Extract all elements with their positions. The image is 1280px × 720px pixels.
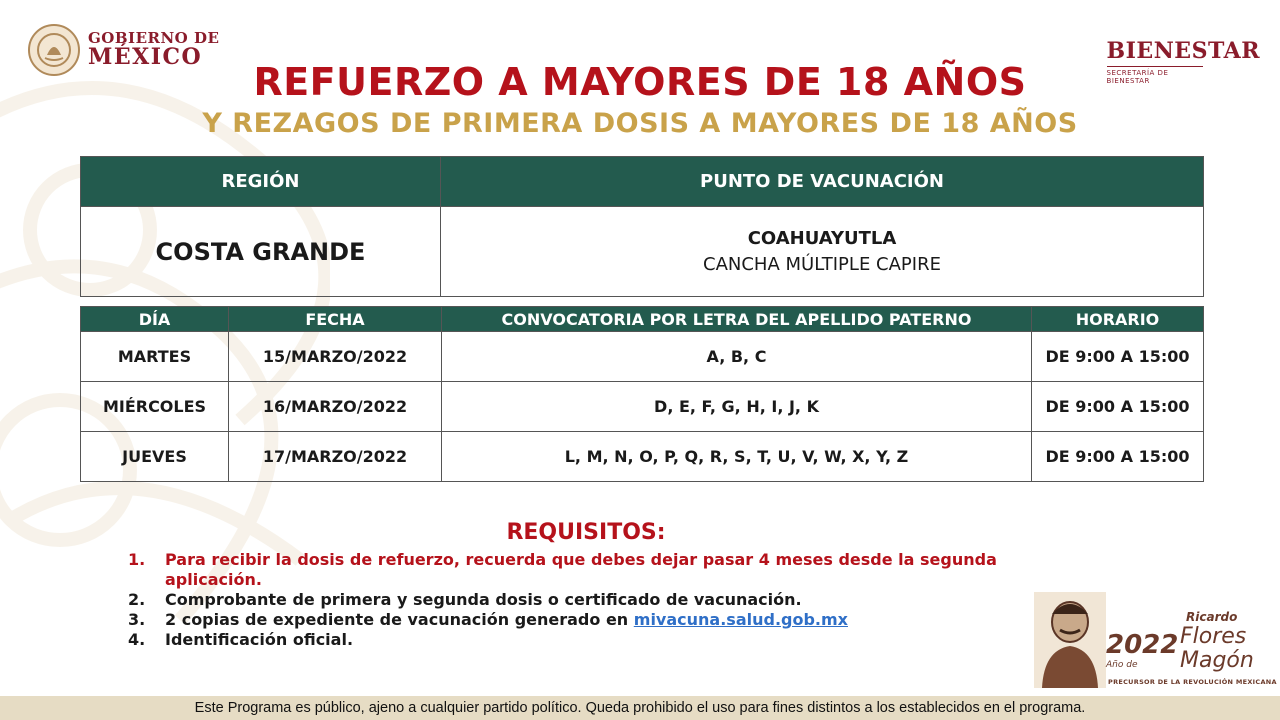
dia-header: DÍA <box>81 307 229 332</box>
gov-line2: MÉXICO <box>88 44 203 71</box>
convocatoria-header: CONVOCATORIA POR LETRA DEL APELLIDO PATERNO <box>442 307 1032 332</box>
horario-cell: DE 9:00 A 15:00 <box>1032 432 1204 482</box>
list-item <box>128 550 1048 590</box>
footer-disclaimer: Este Programa es público, ajeno a cualquier partido político. Queda prohibido el uso para fines distintos a los establecidos en el programa. <box>0 696 1280 720</box>
item-text: Para recibir la dosis de refuerzo, recuerda que debes dejar pasar 4 meses desde la segunda aplicación. <box>165 550 997 589</box>
list-item <box>128 610 1048 630</box>
item-number: 1. <box>128 550 146 569</box>
flores-magon-emblem <box>1030 590 1277 692</box>
letras-cell: L, M, N, O, P, Q, R, S, T, U, V, W, X, Y, Z <box>442 432 1032 482</box>
table-row <box>81 332 1204 382</box>
horario-cell: DE 9:00 A 15:00 <box>1032 382 1204 432</box>
page-title: REFUERZO A MAYORES DE 18 AÑOS <box>253 60 1027 104</box>
fecha-cell: 15/MARZO/2022 <box>229 332 442 382</box>
item-number: 3. <box>128 610 146 629</box>
item-number: 4. <box>128 630 146 649</box>
mivacuna-link[interactable]: mivacuna.salud.gob.mx <box>633 610 848 629</box>
horario-header: HORARIO <box>1032 307 1204 332</box>
schedule-table <box>80 306 1204 482</box>
fecha-cell: 17/MARZO/2022 <box>229 432 442 482</box>
punto-header: PUNTO DE VACUNACIÓN <box>441 157 1204 207</box>
letras-cell: D, E, F, G, H, I, J, K <box>442 382 1032 432</box>
bienestar-sub: SECRETARÍA DE BIENESTAR <box>1107 66 1203 85</box>
magon-flores: Flores <box>1180 624 1247 649</box>
requisitos-list <box>128 550 1048 650</box>
item-text: Comprobante de primera y segunda dosis o certificado de vacunación. <box>165 590 802 609</box>
magon-ano-de: Año de <box>1106 660 1138 670</box>
page-subtitle: Y REZAGOS DE PRIMERA DOSIS A MAYORES DE 18 AÑOS <box>202 108 1078 139</box>
region-header: REGIÓN <box>81 157 441 207</box>
region-table <box>80 156 1204 297</box>
letras-cell: A, B, C <box>442 332 1032 382</box>
portrait-icon <box>1034 592 1106 688</box>
requisitos-title: REQUISITOS: <box>506 520 666 545</box>
punto-name: COAHUAYUTLA <box>747 228 897 250</box>
list-item <box>128 590 1048 610</box>
item-text: Identificación oficial. <box>165 630 354 649</box>
horario-cell: DE 9:00 A 15:00 <box>1032 332 1204 382</box>
magon-magon: Magón <box>1180 648 1254 673</box>
fecha-cell: 16/MARZO/2022 <box>229 382 442 432</box>
gov-line1: GOBIERNO DE <box>88 28 220 47</box>
item-number: 2. <box>128 590 146 609</box>
table-row <box>81 382 1204 432</box>
dia-cell: JUEVES <box>81 432 229 482</box>
magon-year: 2022 <box>1106 630 1179 660</box>
list-item <box>128 630 1048 650</box>
fecha-header: FECHA <box>229 307 442 332</box>
dia-cell: MARTES <box>81 332 229 382</box>
region-name: COSTA GRANDE <box>155 237 366 266</box>
bienestar-name: BIENESTAR <box>1106 38 1260 64</box>
table-row <box>81 432 1204 482</box>
magon-ricardo: Ricardo <box>1186 610 1238 624</box>
magon-precursor: PRECURSOR DE LA REVOLUCIÓN MEXICANA <box>1108 678 1277 686</box>
dia-cell: MIÉRCOLES <box>81 382 229 432</box>
punto-place: CANCHA MÚLTIPLE CAPIRE <box>703 253 941 275</box>
item-text: 2 copias de expediente de vacunación generado en <box>165 610 634 629</box>
